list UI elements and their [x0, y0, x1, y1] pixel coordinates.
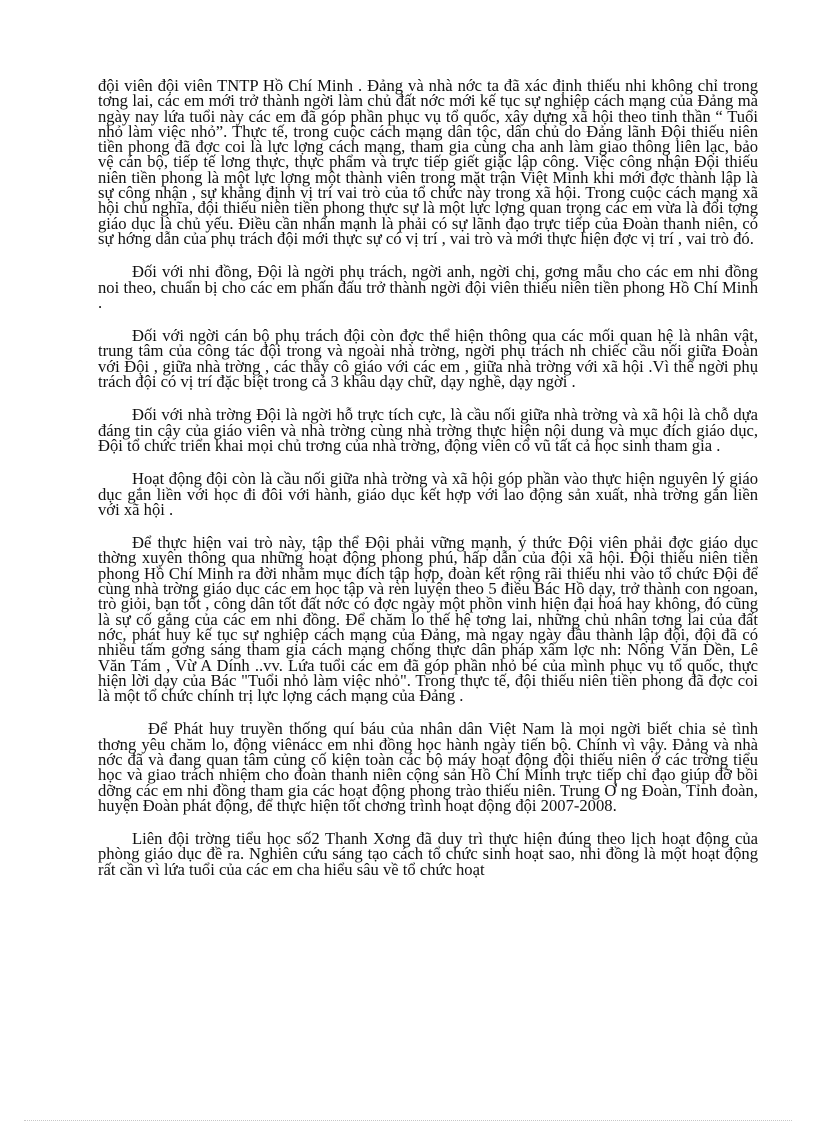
paragraph-8: Liên đội trờng tiểu học số2 Thanh Xơng đã duy trì thực hiện đúng theo lịch hoạt động của phòng giáo dục đề ra. Nghiên cứu sáng tạo cách tổ chức sinh hoạt sao, nhi đồng là một hoạt động rất cần vì lứa tuổi của các em cha hiểu sâu về tổ chức hoạt	[98, 829, 758, 879]
paragraph-5: Hoạt động đội còn là cầu nối giữa nhà trờng và xã hội góp phần vào thực hiện nguyên lý giáo dục gắn liền với học đi đôi với hành, giáo dục kết hợp với lao động sản xuất, nhà trờng gắn liền với xã hội .	[98, 469, 758, 519]
document-page	[98, 78, 758, 877]
paragraph-7: Để Phát huy truyền thống quí báu của nhân dân Việt Nam là mọi ngời biết chia sẻ tình thơng yêu chăm lo, động viênácc em nhi đồng học hành ngày tiến bộ. Chính vì vậy. Đảng và nhà nớc đã và đang quan tâm củng cố kiện toàn các bộ máy hoạt động đội thiếu niên ở các trờng tiểu học và giao trách nhiệm cho đoàn thanh niên cộng sản Hồ Chí Minh trực tiếp chỉ đạo giúp đỡ bồi dỡng các em nhi đồng tham gia các hoạt động phong trào thiếu niên. Trung Ơ ng Đoàn, Tỉnh đoàn, huyện Đoàn phát động, để thực hiện tốt chơng trình hoạt động đội 2007-2008.	[98, 719, 758, 815]
paragraph-4: Đối với nhà trờng Đội là ngời hỗ trực tích cực, là cầu nối giữa nhà trờng và xã hội là chỗ dựa đáng tin cậy của giáo viên và nhà trờng cùng nhà trờng thực hiện nội dung và mục đích giáo dục, Đội tổ chức triển khai mọi chủ trơng của nhà trờng, động viên cổ vũ tất cả học sinh tham gia .	[98, 405, 758, 455]
paragraph-2: Đối với nhi đồng, Đội là ngời phụ trách, ngời anh, ngời chị, gơng mẫu cho các em nhi đồng noi theo, chuẩn bị cho các em phấn đấu trở thành ngời đội viên thiếu niên tiền phong Hồ Chí Minh .	[98, 262, 758, 312]
paragraph-6: Để thực hiện vai trò này, tập thể Đội phải vững mạnh, ý thức Đội viên phải đợc giáo dục thờng xuyên thông qua những hoạt động phong phú, hấp dẫn của đội xã hội. Đội thiếu niên tiền phong Hồ Chí Minh ra đời nhằm mục đích tập hợp, đoàn kết rộng rãi thiếu nhi vào tổ chức Đội để cùng nhà trờng giáo dục các em học tập và rèn luyện theo 5 điều Bác Hồ dạy, trở thành con ngoan, trò giỏi, bạn tốt , công dân tốt đất nớc có đợc ngày một phồn vinh hiện đại hoá hay không, đó cũng là sự cố gắng của các em nhi đồng. Để chăm lo thế hệ tơng lai, những chủ nhân tơng lai của đất nớc, phát huy kế tục sự nghiệp cách mạng của Đảng, mà ngay ngày đầu thành lập đội, đội đã có nhiều tấm gơng sáng tham gia cách mạng chống thực dân pháp xâm lợc nh: Nông Văn Dền, Lê Văn Tám , Vừ A Dính ..vv. Lứa tuổi các em đã góp phần nhỏ bé của mình phục vụ tổ quốc, thực hiện lời dạy của Bác "Tuổi nhỏ làm việc nhỏ". Trong thực tế, đội thiếu niên tiền phong đã đợc coi là một tổ chức chính trị lực lợng cách mạng của Đảng .	[98, 533, 758, 706]
paragraph-3: Đối với ngời cán bộ phụ trách đội còn đợc thể hiện thông qua các mối quan hệ là nhân vật, trung tâm của công tác đội trong và ngoài nhà trờng, ngời phụ trách nh chiếc cầu nối giữa Đoàn với Đội , giữa nhà trờng , các thầy cô giáo với các em , giữa nhà trờng với xã hội .Vì thế ngời phụ trách đội có vị trí đặc biệt trong cả 3 khâu dạy chữ, dạy nghề, dạy ngời .	[98, 326, 758, 392]
paragraph-1: đội viên đội viên TNTP Hồ Chí Minh . Đảng và nhà nớc ta đã xác định thiếu nhi không chỉ trong tơng lai, các em mới trở thành ngời làm chủ đất nớc mới kế tục sự nghiệp cách mạng của Đảng mà ngày nay lứa tuổi này các em đã góp phần phục vụ tổ quốc, xây dựng xã hội theo tinh thần “ Tuổi nhỏ làm việc nhỏ”. Thực tế, trong cuộc cách mạng dân tộc, dân chủ do Đảng lãnh Đội thiếu niên tiền phong đã đợc coi là lực lợng cách mạng, tham gia cùng cha anh làm giao thông liên lạc, bảo vệ cán bộ, tiếp tế lơng thực, thực phẩm và trực tiếp giết giặc lập công. Việc công nhận Đội thiếu niên tiền phong là một lực lợng một thành viên trong mặt trận Việt Minh khi mới đợc thành lập là sự công nhận , sự khẳng định vị trí vai trò của tổ chức này trong xã hội. Trong cuộc cách mạng xã hội chủ nghĩa, đội thiếu niên tiền phong thực sự là một lực lợng quan trọng các em vừa là đối tợng giáo dục là chủ yếu. Điều cần nhấn mạnh là phải có sự lãnh đạo trực tiếp của Đoàn thanh niên, có sự hớng dẫn của phụ trách đội mới thực sự có vị trí , vai trò và mới thực hiện đợc vị trí , vai trò đó.	[98, 76, 758, 248]
page-bottom-divider	[24, 1120, 792, 1121]
